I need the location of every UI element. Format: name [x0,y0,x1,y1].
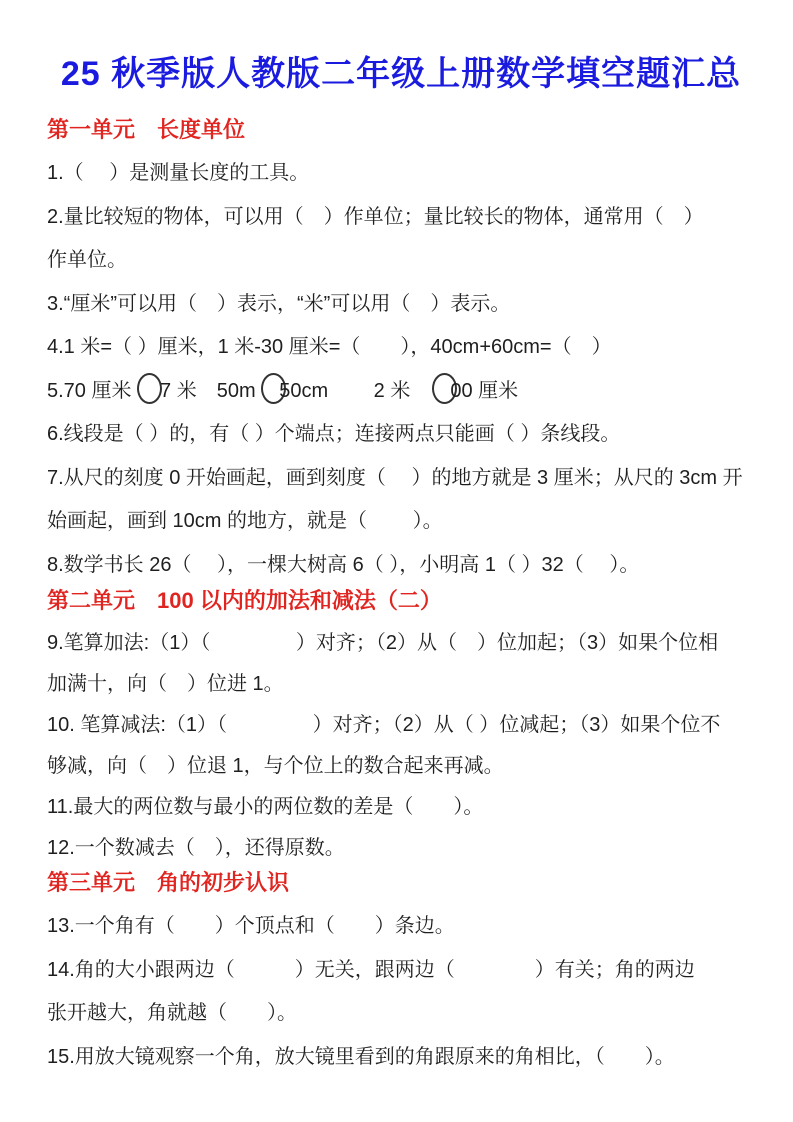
question-3: 3.“厘米”可以用（ ）表示，“米”可以用（ ）表示。 [47,292,511,315]
q5-text-2: 7 米 [160,379,217,402]
question-14-line-1: 14.角的大小跟两边（ ）无关，跟两边（ ）有关；角的两边 [47,958,695,981]
question-2-line-1: 2.量比较短的物体，可以用（ ）作单位；量比较长的物体，通常用（ ） [47,205,704,228]
question-13: 13.一个角有（ ）个顶点和（ ）条边。 [47,915,455,937]
question-9-line-2: 加满十，向（ ）位进 1。 [47,673,284,695]
question-2-line-2: 作单位。 [47,249,127,271]
q5-text-6: 00 厘米 [450,379,519,402]
section-1-heading: 第一单元 长度单位 [47,117,246,142]
question-5-comparison [47,370,755,414]
section-2-heading: 第二单元 100 以内的加法和减法（二） [47,588,442,613]
question-10-line-2: 够减，向（ ）位退 1，与个位上的数合起来再减。 [47,755,504,777]
question-1: 1.（ ）是测量长度的工具。 [47,162,310,184]
q5-text-4: 50cm [279,379,374,402]
question-10-line-1: 10. 笔算减法:（1）（ ）对齐；（2）从（ ）位减起；（3）如果个位不 [47,714,721,736]
question-9-line-1: 9.笔算加法:（1）（ ）对齐；（2）从（ ）位加起；（3）如果个位相 [47,632,719,654]
section-3-heading: 第三单元 角的初步认识 [47,870,290,895]
question-6: 6.线段是（ ）的，有（ ）个端点；连接两点只能画（ ）条线段。 [47,423,621,445]
question-7-line-1: 7.从尺的刻度 0 开始画起，画到刻度（ ）的地方就是 3 厘米；从尺的 3cm 开 [47,466,743,489]
question-4: 4.1 米=（ ）厘米，1 米-30 厘米=（ ），40cm+60cm=（ ） [47,336,612,358]
comparison-circle [137,373,162,404]
question-14-line-2: 张开越大，角就越（ ）。 [47,1002,297,1024]
q5-text-1: 5.70 厘米 [47,379,138,402]
section-unit-3 [47,861,755,1079]
q5-text-3: 50m [216,379,262,402]
question-11: 11.最大的两位数与最小的两位数的差是（ ）。 [47,796,484,818]
section-unit-1 [47,108,755,587]
question-12: 12.一个数减去（ ），还得原数。 [47,837,345,859]
section-unit-2 [47,579,755,869]
question-15: 15.用放大镜观察一个角，放大镜里看到的角跟原来的角相比，（ ）。 [47,1045,675,1068]
q5-text-5: 2 米 [373,379,431,402]
question-8: 8.数学书长 26（ ），一棵大树高 6（ ），小明高 1（ ）32（ ）。 [47,553,640,576]
question-7-line-2: 始画起，画到 10cm 的地方，就是（ ）。 [47,510,443,532]
document-title: 25 秋季版人教版二年级上册数学填空题汇总 [60,55,742,93]
